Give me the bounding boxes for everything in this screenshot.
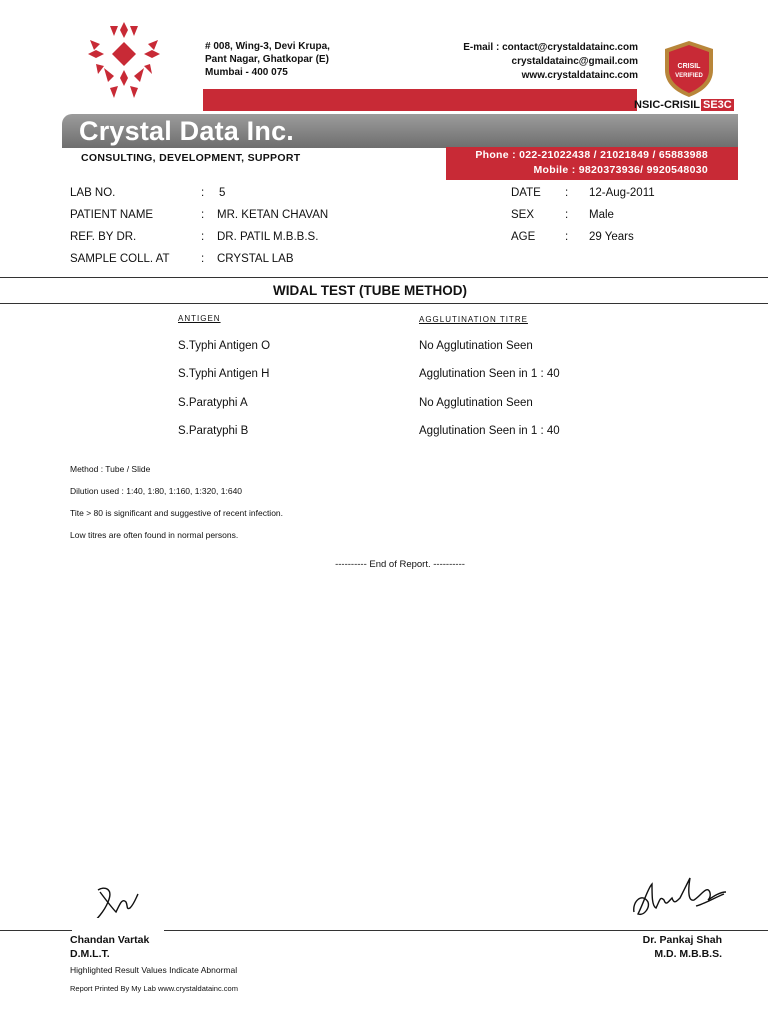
sex-label: SEX	[511, 209, 535, 221]
titre-cell: No Agglutination Seen	[419, 397, 533, 409]
sex-value: Male	[589, 209, 614, 221]
note-line: Dilution used : 1:40, 1:80, 1:160, 1:320, 1:640	[70, 486, 243, 496]
antigen-cell: S.Paratyphi B	[178, 425, 249, 437]
company-address	[205, 40, 330, 79]
signature-block-left	[72, 918, 164, 931]
end-of-report: ---------- End of Report. ----------	[335, 559, 465, 570]
separator: :	[201, 231, 205, 243]
email-line: E-mail : contact@crystaldatainc.com	[463, 42, 638, 53]
mobile-line: Mobile : 9820373936/ 9920548030	[533, 164, 708, 176]
ref-by-label: REF. BY DR.	[70, 231, 137, 243]
sample-coll-label: SAMPLE COLL. AT	[70, 253, 170, 265]
column-header-antigen: ANTIGEN	[178, 314, 221, 323]
address-line: Mumbai - 400 075	[205, 67, 288, 78]
separator: :	[565, 209, 569, 221]
patient-name-label: PATIENT NAME	[70, 209, 154, 221]
divider	[0, 303, 768, 304]
doctor-name: Dr. Pankaj Shah	[642, 934, 722, 946]
antigen-cell: S.Paratyphi A	[178, 397, 248, 409]
company-logo	[84, 20, 164, 104]
age-value: 29 Years	[589, 231, 634, 243]
company-phones	[446, 148, 708, 178]
note-line: Method : Tube / Slide	[70, 464, 151, 474]
patient-name-value: MR. KETAN CHAVAN	[217, 209, 329, 221]
address-line: Pant Nagar, Ghatkopar (E)	[205, 54, 329, 65]
nsic-crisil-rating	[634, 99, 734, 114]
titre-cell: Agglutination Seen in 1 : 40	[419, 425, 560, 437]
antigen-cell: S.Typhi Antigen O	[178, 340, 271, 352]
badge-text-2: VERIFIED	[675, 73, 703, 79]
test-title: WIDAL TEST (TUBE METHOD)	[273, 283, 467, 298]
technician-qualification: D.M.L.T.	[70, 948, 110, 960]
technician-name: Chandan Vartak	[70, 934, 150, 946]
antigen-cell: S.Typhi Antigen H	[178, 368, 270, 380]
crisil-verified-badge	[662, 40, 716, 98]
separator: :	[565, 187, 569, 199]
nsic-text: NSIC-CRISIL	[634, 99, 700, 111]
abnormal-note: Highlighted Result Values Indicate Abnormal	[70, 965, 238, 975]
lab-no-value: 5	[219, 187, 226, 199]
printed-by: Report Printed By My Lab www.crystaldatainc.com	[70, 984, 238, 993]
divider	[0, 277, 768, 278]
website: www.crystaldatainc.com	[521, 70, 638, 81]
titre-cell: No Agglutination Seen	[419, 340, 533, 352]
sample-coll-value: CRYSTAL LAB	[217, 253, 294, 265]
header-red-band	[203, 89, 637, 111]
badge-text-1: CRISIL	[677, 63, 701, 70]
column-header-titre: AGGLUTINATION TITRE	[419, 315, 528, 324]
ref-by-value: DR. PATIL M.B.B.S.	[217, 231, 319, 243]
email-secondary: crystaldatainc@gmail.com	[511, 56, 638, 67]
date-value: 12-Aug-2011	[589, 187, 655, 199]
separator: :	[565, 231, 569, 243]
lab-no-label: LAB NO.	[70, 187, 116, 199]
date-label: DATE	[511, 187, 541, 199]
age-label: AGE	[511, 231, 536, 243]
note-line: Tite > 80 is significant and suggestive of recent infection.	[70, 508, 284, 518]
separator: :	[201, 253, 205, 265]
doctor-qualification: M.D. M.B.B.S.	[654, 948, 722, 960]
note-line: Low titres are often found in normal persons.	[70, 530, 239, 540]
phone-line: Phone : 022-21022438 / 21021849 / 65883988	[475, 149, 708, 161]
signature-right	[630, 872, 730, 927]
address-line: # 008, Wing-3, Devi Krupa,	[205, 41, 330, 52]
nsic-grade: SE3C	[703, 99, 732, 111]
company-name: Crystal Data Inc.	[79, 116, 294, 146]
company-contact	[463, 41, 638, 83]
separator: :	[201, 187, 205, 199]
titre-cell: Agglutination Seen in 1 : 40	[419, 368, 560, 380]
separator: :	[201, 209, 205, 221]
company-tagline: CONSULTING, DEVELOPMENT, SUPPORT	[81, 152, 301, 164]
